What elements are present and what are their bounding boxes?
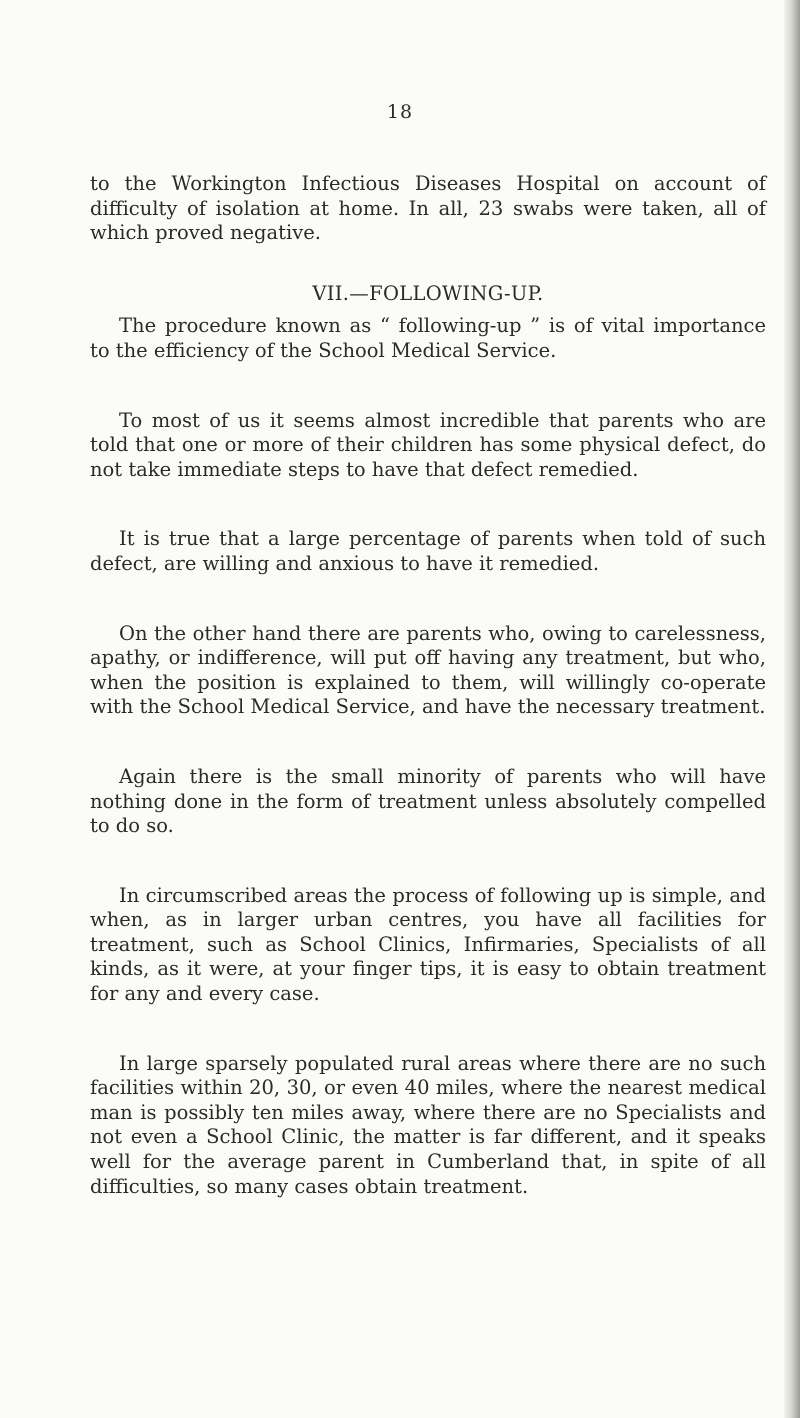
paragraph-rural-areas: In large sparsely populated rural areas where there are no such facilities within 20, 30, or even 40 miles, where the nearest medical man is possibly ten miles away, where there are no Specialists and not even a School Clinic, the matter is far different, and it speaks well for the average parent in Cumberland that, in spite of all difficulties, so many cases obtain treatment. bbox=[90, 1051, 766, 1198]
document-body bbox=[90, 172, 766, 1244]
page-number: 18 bbox=[386, 101, 414, 123]
page-edge-shadow bbox=[784, 0, 800, 1418]
paragraph-willing-parents: It is true that a large percentage of parents when told of such defect, are willing and anxious to have it remedied. bbox=[90, 527, 766, 575]
paragraph-careless-parents: On the other hand there are parents who, owing to carelessness, apathy, or indifference, will put off having any treatment, but who, when the position is explained to them, will willingly co-operate with the School Medical Service, and have the necessary treatment. bbox=[90, 621, 766, 719]
intro-paragraph: to the Workington Infectious Diseases Hospital on account of difficulty of isolation at home. In all, 23 swabs were taken, all of which proved negative. bbox=[90, 172, 766, 245]
paragraph-parents-incredible: To most of us it seems almost incredible that parents who are told that one or more of their children has some physical defect, do not take immediate steps to have that defect remedied. bbox=[90, 408, 766, 481]
paragraph-following-up-importance: The procedure known as “ following-up ” is of vital importance to the efficiency of the School Medical Service. bbox=[90, 314, 766, 362]
section-heading: VII.—FOLLOWING-UP. bbox=[312, 281, 544, 305]
paragraph-minority-parents: Again there is the small minority of parents who will have nothing done in the form of treatment unless absolutely compelled to do so. bbox=[90, 764, 766, 838]
paragraph-urban-areas: In circumscribed areas the process of following up is simple, and when, as in larger urban centres, you have all facilities for treatment, such as School Clinics, Infirmaries, Specialists of all kinds, as it were, at your finger tips, it is easy to obtain treatment for any and every case. bbox=[90, 883, 766, 1006]
